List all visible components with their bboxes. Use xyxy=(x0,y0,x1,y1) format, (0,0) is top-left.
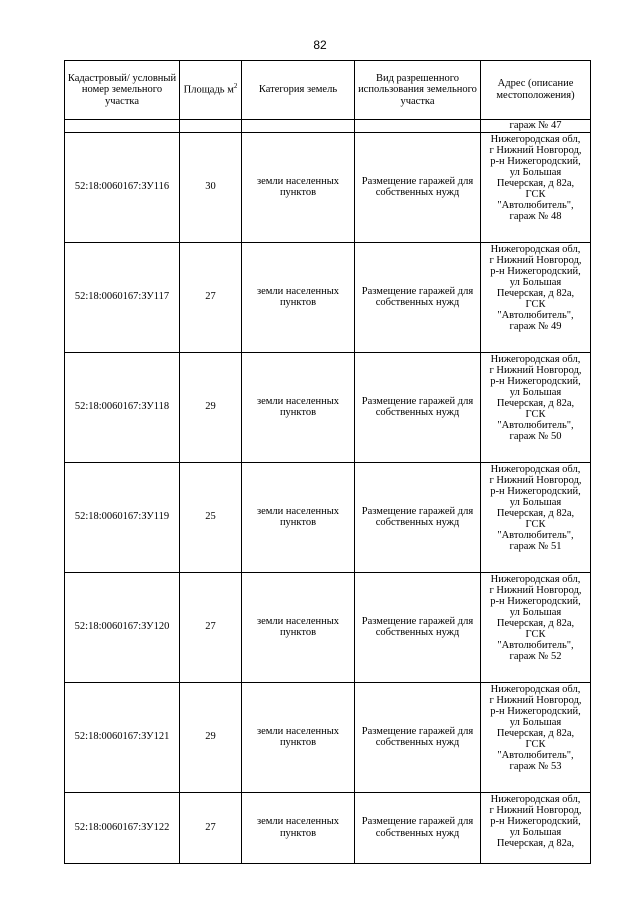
address-line: ГСК xyxy=(525,298,546,310)
cell-usage: Размещение гаражей для собственных нужд xyxy=(355,462,481,572)
continuation-cell xyxy=(355,120,481,133)
header-category: Категория земель xyxy=(242,61,355,120)
cell-usage: Размещение гаражей для собственных нужд xyxy=(355,792,481,863)
address-line: Нижегородская обл, xyxy=(490,243,581,255)
address-line: Печерская, д 82а, xyxy=(496,507,575,519)
address-line: ГСК xyxy=(525,188,546,200)
cell-address xyxy=(481,132,591,242)
address-line: г Нижний Новгород, xyxy=(489,474,582,486)
cell-address xyxy=(481,242,591,352)
cell-area: 27 xyxy=(180,792,242,863)
cell-cadastral: 52:18:0060167:ЗУ122 xyxy=(65,792,180,863)
page-number: 82 xyxy=(313,38,327,52)
address-line: ул Большая xyxy=(509,276,562,288)
cell-area: 29 xyxy=(180,682,242,792)
address-line: Нижегородская обл, xyxy=(490,793,581,805)
address-line: ГСК xyxy=(525,408,546,420)
table-body xyxy=(65,120,591,864)
address-line: гараж № 51 xyxy=(509,540,562,552)
address-line: ул Большая xyxy=(509,166,562,178)
cell-address xyxy=(481,462,591,572)
header-address: Адрес (описание местоположения) xyxy=(481,61,591,120)
cell-category: земли населенных пунктов xyxy=(242,462,355,572)
header-usage: Вид разрешенного использования земельного участка xyxy=(355,61,481,120)
cell-category: земли населенных пунктов xyxy=(242,242,355,352)
continuation-cell xyxy=(65,120,180,133)
address-line: ул Большая xyxy=(509,716,562,728)
address-line: гараж № 50 xyxy=(509,430,562,442)
address-line: г Нижний Новгород, xyxy=(489,144,582,156)
cell-category: земли населенных пунктов xyxy=(242,352,355,462)
address-line: Печерская, д 82а, xyxy=(496,287,575,299)
cell-category: земли населенных пунктов xyxy=(242,792,355,863)
address-line: Печерская, д 82а, xyxy=(496,617,575,629)
table-row xyxy=(65,682,591,792)
address-line: Нижегородская обл, xyxy=(490,353,581,365)
address-line: Печерская, д 82а, xyxy=(496,837,575,849)
address-line: гараж № 49 xyxy=(509,320,562,332)
address-line: "Автолюбитель", xyxy=(497,529,574,541)
address-line: г Нижний Новгород, xyxy=(489,584,582,596)
address-line: ГСК xyxy=(525,628,546,640)
header-area-sup: 2 xyxy=(233,82,238,91)
cell-usage: Размещение гаражей для собственных нужд xyxy=(355,132,481,242)
continuation-cell xyxy=(180,120,242,133)
cell-cadastral: 52:18:0060167:ЗУ119 xyxy=(65,462,180,572)
address-line: гараж № 53 xyxy=(509,760,562,772)
address-line: Нижегородская обл, xyxy=(490,573,581,585)
header-cadastral: Кадастровый/ условный номер земельного участка xyxy=(65,61,180,120)
address-line: ул Большая xyxy=(509,606,562,618)
address-line: Нижегородская обл, xyxy=(490,133,581,145)
address-line: г Нижний Новгород, xyxy=(489,694,582,706)
cell-address xyxy=(481,682,591,792)
cell-address xyxy=(481,572,591,682)
address-line: Печерская, д 82а, xyxy=(496,397,575,409)
cell-address xyxy=(481,352,591,462)
cell-area: 30 xyxy=(180,132,242,242)
address-line: р-н Нижегородский, xyxy=(490,265,581,277)
cell-usage: Размещение гаражей для собственных нужд xyxy=(355,352,481,462)
address-line: ул Большая xyxy=(509,826,562,838)
address-line: ул Большая xyxy=(509,386,562,398)
address-line: гараж № 48 xyxy=(509,210,562,222)
address-line: ГСК xyxy=(525,738,546,750)
cell-cadastral: 52:18:0060167:ЗУ116 xyxy=(65,132,180,242)
cell-area: 27 xyxy=(180,242,242,352)
table-row xyxy=(65,352,591,462)
cell-category: земли населенных пунктов xyxy=(242,572,355,682)
address-line: "Автолюбитель", xyxy=(497,309,574,321)
address-line: р-н Нижегородский, xyxy=(490,815,581,827)
address-line: р-н Нижегородский, xyxy=(490,705,581,717)
continuation-cell xyxy=(242,120,355,133)
cell-area: 27 xyxy=(180,572,242,682)
address-line: гараж № 52 xyxy=(509,650,562,662)
cell-usage: Размещение гаражей для собственных нужд xyxy=(355,682,481,792)
cell-category: земли населенных пунктов xyxy=(242,682,355,792)
cell-usage: Размещение гаражей для собственных нужд xyxy=(355,572,481,682)
cell-usage: Размещение гаражей для собственных нужд xyxy=(355,242,481,352)
address-line: "Автолюбитель", xyxy=(497,749,574,761)
header-area-label: Площадь м xyxy=(183,84,234,96)
table-row xyxy=(65,132,591,242)
cell-cadastral: 52:18:0060167:ЗУ117 xyxy=(65,242,180,352)
address-line: р-н Нижегородский, xyxy=(490,375,581,387)
table-row xyxy=(65,572,591,682)
table-row xyxy=(65,242,591,352)
cell-category: земли населенных пунктов xyxy=(242,132,355,242)
cell-address xyxy=(481,792,591,863)
cell-cadastral: 52:18:0060167:ЗУ120 xyxy=(65,572,180,682)
address-line: ул Большая xyxy=(509,496,562,508)
address-line: "Автолюбитель", xyxy=(497,199,574,211)
address-line: Печерская, д 82а, xyxy=(496,727,575,739)
cell-area: 25 xyxy=(180,462,242,572)
address-line: г Нижний Новгород, xyxy=(489,804,582,816)
address-line: ГСК xyxy=(525,518,546,530)
table-row xyxy=(65,792,591,863)
address-line: г Нижний Новгород, xyxy=(489,254,582,266)
continuation-address: гараж № 47 xyxy=(481,120,591,133)
address-line: р-н Нижегородский, xyxy=(490,485,581,497)
land-plots-table xyxy=(64,60,591,864)
table-row xyxy=(65,462,591,572)
continuation-row xyxy=(65,120,591,133)
header-area xyxy=(180,61,242,120)
address-line: Нижегородская обл, xyxy=(490,683,581,695)
cell-cadastral: 52:18:0060167:ЗУ118 xyxy=(65,352,180,462)
cell-cadastral: 52:18:0060167:ЗУ121 xyxy=(65,682,180,792)
address-line: "Автолюбитель", xyxy=(497,419,574,431)
address-line: Нижегородская обл, xyxy=(490,463,581,475)
address-line: Печерская, д 82а, xyxy=(496,177,575,189)
address-line: г Нижний Новгород, xyxy=(489,364,582,376)
table-header-row xyxy=(65,61,591,120)
address-line: р-н Нижегородский, xyxy=(490,595,581,607)
cell-area: 29 xyxy=(180,352,242,462)
address-line: "Автолюбитель", xyxy=(497,639,574,651)
address-line: р-н Нижегородский, xyxy=(490,155,581,167)
